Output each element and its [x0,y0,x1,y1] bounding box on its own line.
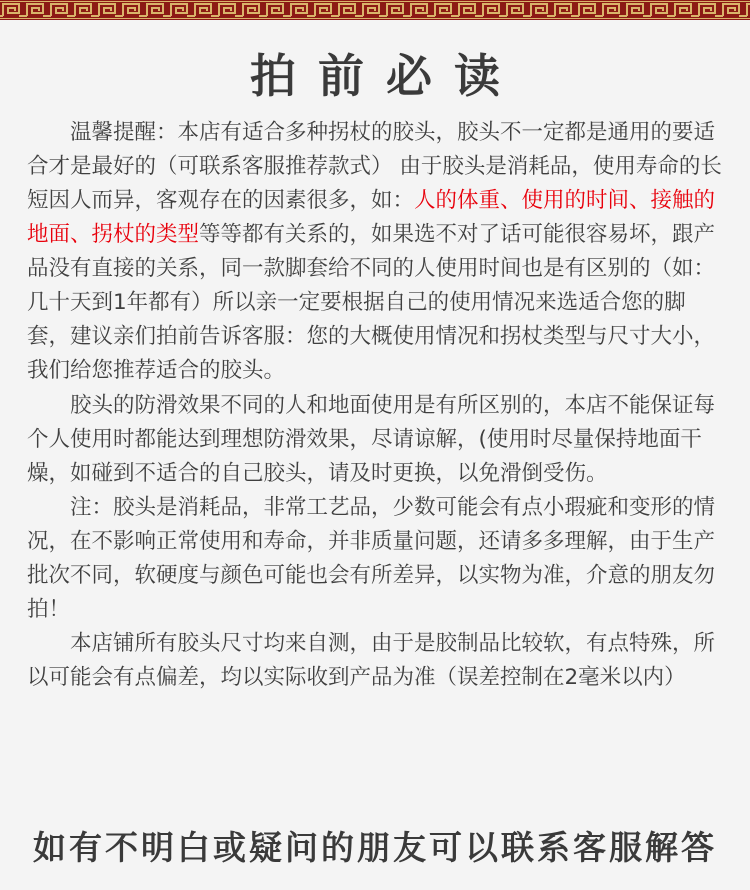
intro-highlight-text: 人的体重、使用的时间、接触的地面、拐杖的类型 [27,188,716,247]
intro-text-1: 温馨提醒：本店有适合多种拐杖的胶头，胶头不一定都是通用的要适合才是最好的（可联系客服推荐款式） 由于胶头是消耗品，使用寿命的长短因人而异，客观存在的因素很多，如： [27,120,722,213]
intro-paragraph [27,116,727,388]
intro-text-2: 等等都有关系的，如果选不对了话可能很容易坏，跟产品没有直接的关系，同一款脚套给不同的人使用时间也是有区别的（如：几十天到1年都有）所以亲一定要根据自己的使用情况来选适合您的脚套，建议亲们拍前告诉客服：您的大概使用情况和拐杖类型与尺寸大小，我们给您推荐适合的胶头。 [27,222,716,383]
consumable-paragraph: 注：胶头是消耗品，非常工艺品，少数可能会有点小瑕疵和变形的情况，在不影响正常使用和寿命，并非质量问题，还请多多理解，由于生产批次不同，软硬度与颜色可能也会有所差异，以实物为准，介意的朋友勿拍！ [27,495,716,622]
decorative-border-band [0,0,750,20]
notice-body [27,116,727,695]
anti-slip-paragraph: 胶头的防滑效果不同的人和地面使用是有所区别的，本店不能保证每个人使用时都能达到理想防滑效果，尽请谅解，(使用时尽量保持地面干燥，如碰到不适合的自己胶头，请及时更换，以免滑倒受伤。 [27,393,716,486]
size-paragraph: 本店铺所有胶头尺寸均来自测，由于是胶制品比较软，有点特殊，所以可能会有点偏差，均以实际收到产品为准（误差控制在2毫米以内） [27,631,716,690]
greek-key-pattern-icon [0,0,750,20]
contact-footer: 如有不明白或疑问的朋友可以联系客服解答 [33,828,717,867]
page-title: 拍前必读 [250,49,522,103]
